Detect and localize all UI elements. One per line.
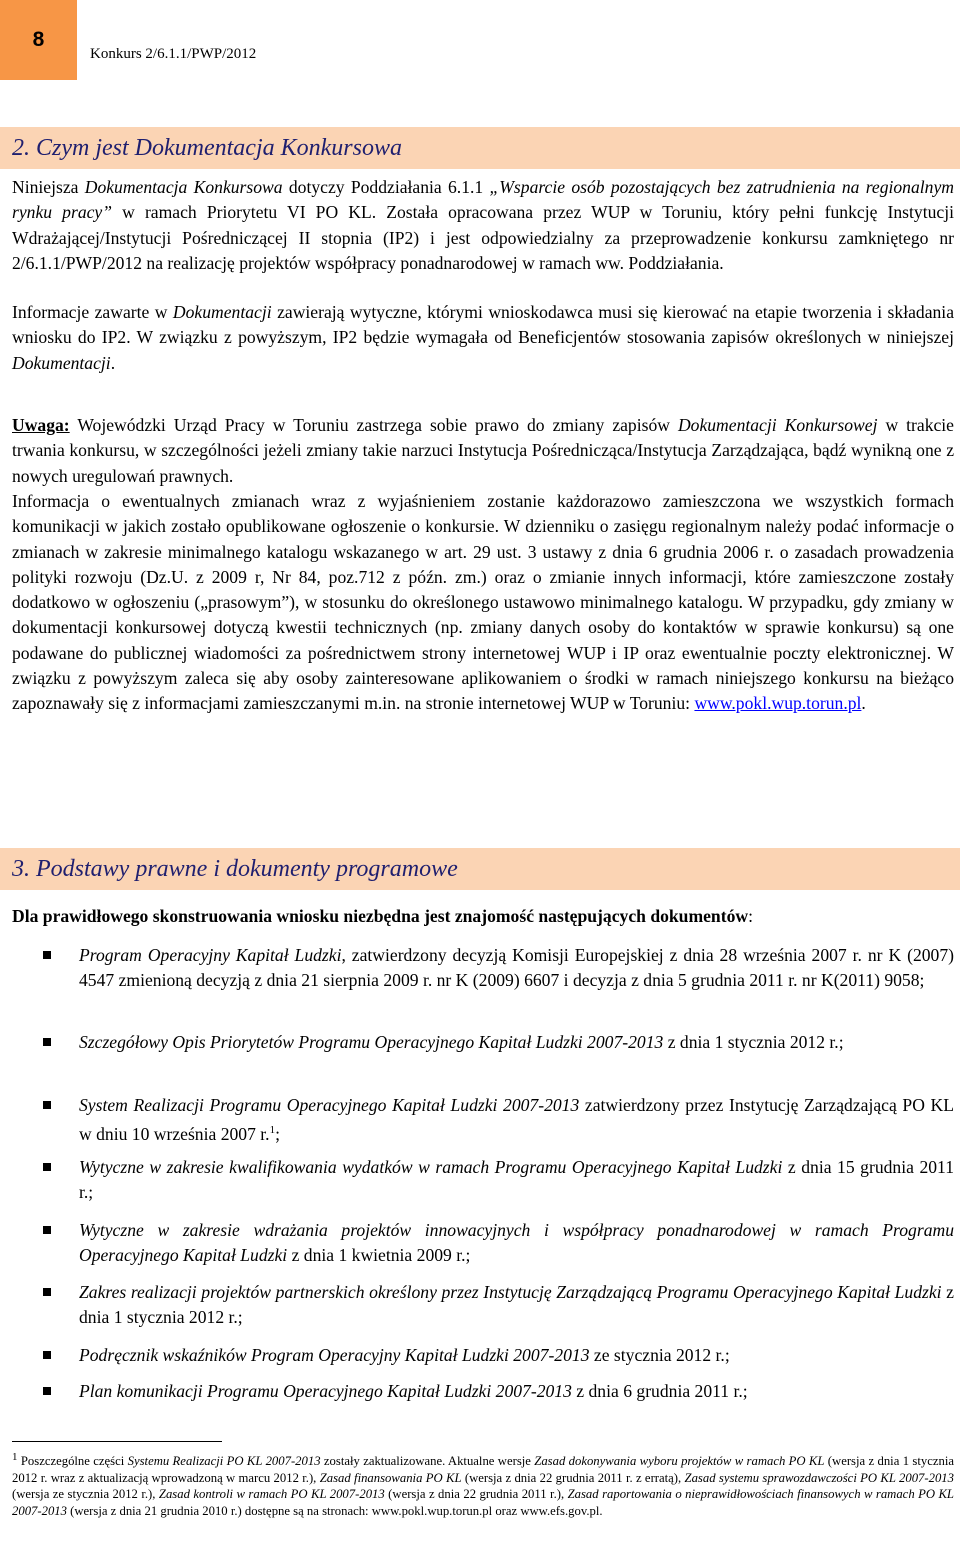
section-3-intro: Dla prawidłowego skonstruowania wniosku niezbędna jest znajomość następujących dokumentów: bbox=[12, 906, 753, 926]
wup-website-link[interactable]: www.pokl.wup.torun.pl bbox=[694, 693, 862, 714]
page-number: 8 bbox=[0, 0, 77, 80]
list-item: Wytyczne w zakresie wdrażania projektów innowacyjnych i współpracy ponadnarodowej w ramach Programu Operacyjnego Kapitał Ludzki z dnia 1 kwietnia 2009 r.; bbox=[79, 1218, 954, 1269]
section-3-heading-band bbox=[0, 848, 960, 890]
footnote-ref: 1 bbox=[269, 1124, 276, 1137]
list-item: Szczegółowy Opis Priorytetów Programu Operacyjnego Kapitał Ludzki 2007-2013 z dnia 1 stycznia 2012 r.; bbox=[79, 1030, 954, 1055]
section-2-title: 2. Czym jest Dokumentacja Konkursowa bbox=[12, 134, 402, 161]
list-item: System Realizacji Programu Operacyjnego Kapitał Ludzki 2007-2013 zatwierdzony przez Instytucję Zarządzającą PO KL w dniu 10 września 2007 r.$^1$; bbox=[79, 1093, 954, 1147]
section-3-title: 3. Podstawy prawne i dokumenty programowe bbox=[12, 855, 458, 882]
list-item: Zakres realizacji projektów partnerskich określony przez Instytucję Zarządzającą Programu Operacyjnego Kapitał Ludzki z dnia 1 stycznia 2012 r.; bbox=[79, 1280, 954, 1331]
paragraph-changes: Informacja o ewentualnych zmianach wraz z wyjaśnieniem zostanie każdorazowo zamieszczona we wszystkich formach komunikacji w jakich zostało opublikowane ogłoszenie o konkursie. W dzienniku o zasięgu regionalnym należy podać informacje o zmianach w zakresie minimalnego katalogu wskazanego w art. 29 ust. 3 ustawy z dnia 6 grudnia 2006 r. o zasadach prowadzenia polityki rozwoju (Dz.U. z 2009 r, Nr 84, poz.712 z późn. zm.) oraz o zmianie innych informacji, które zamieszczone zostały dodatkowo w ogłoszeniu („prasowym”), w stosunku do określonego ustawowo minimalnego katalogu. W przypadku, gdy zmiany w dokumentacji konkursowej dotyczą kwestii technicznych (np. zmiany danych osoby do kontaktów w sprawie konkursu) są one podawane do publicznej wiadomości za pośrednictwem strony internetowej WUP i IP oraz ewentualnie poczty elektronicznej. W związku z powyższym zaleca się aby osoby zainteresowane aplikowaniem o środki w ramach niniejszego konkursu na bieżąco zapoznawały się z informacjami zamieszczanymi m.in. na stronie internetowej WUP w Toruniu: www.pokl.wup.torun.pl. bbox=[12, 491, 954, 714]
list-item: Wytyczne w zakresie kwalifikowania wydatków w ramach Programu Operacyjnego Kapitał Ludzki z dnia 15 grudnia 2011 r.; bbox=[79, 1155, 954, 1206]
paragraph-intro: Niniejsza Dokumentacja Konkursowa dotyczy Poddziałania 6.1.1 „Wsparcie osób pozostających bez zatrudnienia na regionalnym rynku pracy” w ramach Priorytetu VI PO KL. Została opracowana przez WUP w Toruniu, który pełni funkcję Instytucji Wdrażającej/Instytucji Pośredniczącej II stopnia (IP2) i jest odpowiedzialny za przeprowadzenie konkursu zamkniętego nr 2/6.1.1/PWP/2012 na realizację projektów współpracy ponadnarodowej w ramach ww. Poddziałania. bbox=[12, 177, 954, 273]
list-item: Plan komunikacji Programu Operacyjnego Kapitał Ludzki 2007-2013 z dnia 6 grudnia 2011 r.; bbox=[79, 1379, 954, 1404]
footnote: $^1$ Poszczególne części Systemu Realizacji PO KL 2007-2013 zostały zaktualizowane. Aktualne wersje Zasad dokonywania wyboru projektów w ramach PO KL (wersja z dnia 1 stycznia 2012 r. wraz z aktualizacją wprowadzoną w marcu 2012 r.), Zasad finansowania PO KL (wersja z dnia 22 grudnia 2011 r. z erratą), Zasad systemu sprawozdawczości PO KL 2007-2013 (wersja ze stycznia 2012 r.), Zasad kontroli w ramach PO KL 2007-2013 (wersja z dnia 22 grudnia 2011 r.), Zasad raportowania o nieprawidłowościach finansowych w ramach PO KL 2007-2013 (wersja z dnia 21 grudnia 2010 r.) dostępne są na stronach: www.pokl.wup.torun.pl oraz www.efs.gov.pl. bbox=[12, 1451, 954, 1519]
list-item: Program Operacyjny Kapitał Ludzki, zatwierdzony decyzją Komisji Europejskiej z dnia 28 września 2007 r. nr K (2007) 4547 zmienioną decyzją z dnia 21 sierpnia 2009 r. nr K (2009) 6607 i decyzja z dnia 5 grudnia 2011 r. nr K(2011) 9058; bbox=[79, 943, 954, 994]
notice-label: Uwaga: bbox=[12, 415, 70, 435]
list-item: Podręcznik wskaźników Program Operacyjny Kapitał Ludzki 2007-2013 ze stycznia 2012 r.; bbox=[79, 1343, 954, 1368]
running-header: Konkurs 2/6.1.1/PWP/2012 bbox=[90, 46, 257, 62]
paragraph-information: Informacje zawarte w Dokumentacji zawierają wytyczne, którymi wnioskodawca musi się kierować na etapie tworzenia i składania wniosku do IP2. W związku z powyższym, IP2 będzie wymagała od Beneficjentów stosowania zapisów określonych w niniejszej Dokumentacji. bbox=[12, 302, 954, 373]
paragraph-notice: Uwaga: Wojewódzki Urząd Pracy w Toruniu zastrzega sobie prawo do zmiany zapisów Dokumentacji Konkursowej w trakcie trwania konkursu, w szczególności jeżeli zmiany takie narzuci Instytucja Pośrednicząca/Instytucja Zarządzająca, bądź wynikną one z nowych uregulowań prawnych. bbox=[12, 415, 954, 486]
section-2-heading-band bbox=[0, 127, 960, 169]
footnote-divider bbox=[12, 1441, 222, 1442]
